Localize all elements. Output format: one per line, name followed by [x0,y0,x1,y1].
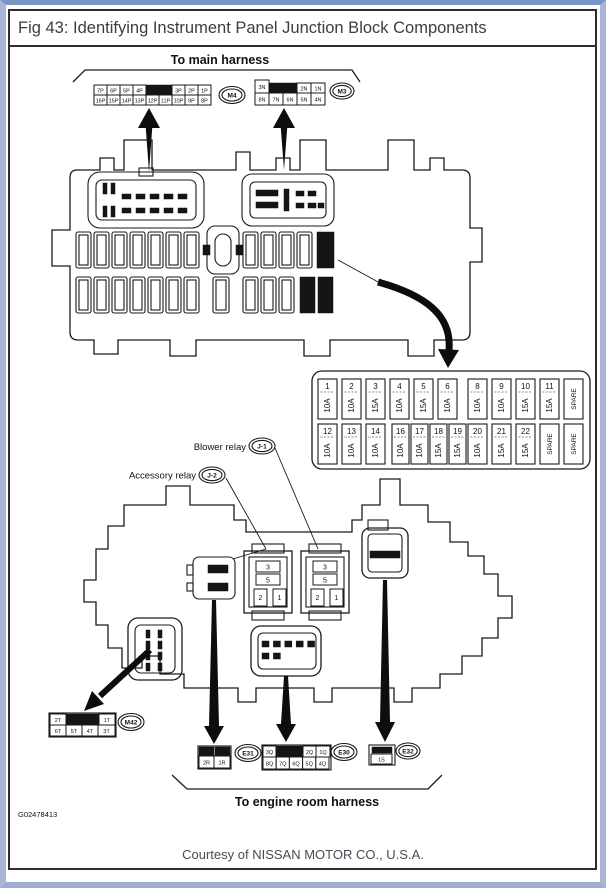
svg-text:M4: M4 [227,92,237,100]
svg-text:21: 21 [497,427,506,436]
arrow-to-e32 [375,580,395,742]
svg-text:15A: 15A [521,398,531,413]
svg-text:10A: 10A [347,443,357,458]
fuse-cell [390,379,409,419]
fuse-cell [492,424,511,464]
m42-pin: 4T [86,728,94,735]
svg-text:J-2: J-2 [207,472,217,480]
m4-pin: 16P [95,98,106,105]
svg-text:3: 3 [266,564,270,572]
e30-badge [331,744,357,761]
m42-pin: 1T [103,717,111,724]
e30-pin: 6Q [292,761,300,768]
e30-pin: 7Q [279,761,287,768]
fuse-panel-arrow [338,260,459,368]
m42-blank-pin [66,714,99,725]
m4-pin: 4P [136,88,143,95]
fuse-cell [342,424,361,464]
j1-badge [249,438,275,454]
svg-text:22: 22 [521,427,530,436]
svg-text:8: 8 [475,382,480,391]
fuse-cell [492,379,511,419]
m4-pin: 5P [123,88,130,95]
fuse-cell [342,379,361,419]
e32-badge [396,743,420,759]
svg-text:13: 13 [347,427,356,436]
svg-text:15A: 15A [371,398,381,413]
e30-pin: 5Q [305,761,313,768]
fuse-cell [414,379,433,419]
svg-text:19: 19 [453,427,462,436]
svg-text:5: 5 [266,577,270,585]
m3-pin: 8N [258,97,266,104]
m4-pin: 15P [108,98,119,105]
m4-connector [94,85,245,105]
e30-blank-pin [276,746,303,757]
fuse-cell-spare [540,424,559,464]
m3-pin: 7N [272,97,280,104]
main-harness-label: To main harness [170,53,270,67]
m4-pin: 10P [173,98,184,105]
m3-pin: 3N [258,85,266,91]
fuse-cell [318,379,337,419]
svg-text:10A: 10A [473,398,483,413]
arrow-to-e31 [204,600,224,744]
e31-pin: 2R [202,760,211,767]
svg-text:1: 1 [325,382,330,391]
blower-relay-label: Blower relay [193,442,246,453]
m3-blank-pin [269,83,297,93]
m3-pin: 1N [314,86,322,93]
svg-text:15A: 15A [521,443,531,458]
j1-leader-line [275,448,318,549]
svg-text:2: 2 [315,595,320,602]
fuse-cell [366,424,385,464]
lower-right-connector [362,520,408,578]
svg-text:20: 20 [473,427,482,436]
svg-text:2: 2 [349,382,354,391]
svg-text:1: 1 [277,595,282,602]
fuse-cell [468,424,487,464]
fuse-cell [430,424,447,464]
svg-text:J-1: J-1 [257,443,267,451]
lower-bottomleft-connector [128,618,182,680]
svg-text:17: 17 [415,427,424,436]
e30-pin: 2Q [305,749,314,756]
svg-text:18: 18 [434,427,443,436]
e30-pin: 3Q [265,749,274,756]
filled-slot [318,277,333,313]
e30-pin: 8Q [265,761,274,768]
svg-text:14: 14 [371,427,380,436]
svg-text:SPARE: SPARE [571,433,579,455]
engine-harness-bracket [172,775,442,789]
m4-pin: 3P [175,88,182,95]
upper-right-connector [242,174,334,226]
accessory-relay-connector [187,557,235,599]
svg-text:10: 10 [521,382,530,391]
fuse-cell [540,379,559,419]
upper-junction-block [52,140,482,356]
pin-dashes [122,194,187,213]
accessory-relay-label: Accessory relay [128,470,196,482]
fuse-cell [516,379,535,419]
svg-text:3: 3 [323,564,327,572]
m4-pin: 1P [201,88,208,95]
svg-text:1: 1 [334,595,339,602]
figure-code: G02478413 [18,810,58,819]
courtesy-note: Courtesy of NISSAN MOTOR CO., U.S.A. [182,847,424,862]
svg-text:12: 12 [323,427,332,436]
j2-badge [199,467,225,483]
svg-text:3: 3 [373,382,378,391]
fuse-cell [366,379,385,419]
e32-pin: 1S [378,757,385,764]
m4-pin: 14P [121,98,132,105]
svg-text:10A: 10A [473,443,483,458]
m4-pin: 2P [188,88,195,95]
e31-connector [198,745,261,770]
e30-pin: 1Q [319,749,327,756]
svg-text:15A: 15A [419,398,429,413]
svg-text:10A: 10A [347,398,357,413]
fuse-cell [411,424,428,464]
filled-slot [317,232,334,268]
svg-text:6: 6 [445,382,450,391]
m3-badge [330,83,354,99]
fuse-panel [312,371,590,469]
svg-text:15A: 15A [545,398,555,413]
lower-bottomcenter-connector [251,626,321,676]
relay-socket-blower [301,544,349,620]
e31-pin: 1R [218,760,226,767]
m42-pin: 5T [70,728,78,735]
fuse-cell [318,424,337,464]
m4-pin: 12P [147,98,158,105]
svg-text:10A: 10A [371,443,381,458]
relay-socket-accessory [244,544,292,620]
svg-text:16: 16 [396,427,405,436]
main-harness-bracket [73,70,360,82]
fuse-slot-array [76,226,334,313]
svg-text:4: 4 [397,382,402,391]
svg-text:SPARE: SPARE [547,433,555,455]
m42-connector [49,713,144,737]
m4-pin: 11P [160,98,171,105]
fuse-cell [468,379,487,419]
svg-text:E30: E30 [338,749,350,757]
svg-text:10A: 10A [396,443,406,458]
fuse-cell [392,424,409,464]
svg-text:5: 5 [421,382,426,391]
svg-text:15A: 15A [453,443,463,458]
m3-connector [255,80,354,105]
e32-connector [369,743,420,765]
m42-pin: 6T [54,728,62,735]
m42-badge [118,714,144,731]
m4-pin: 9P [188,98,195,105]
m3-pin: 4N [314,97,322,104]
svg-text:11: 11 [545,382,554,391]
svg-text:10A: 10A [323,443,333,458]
svg-text:15A: 15A [497,443,507,458]
e31-badge [235,745,261,762]
svg-text:E32: E32 [402,748,414,756]
fuse-cell-spare [564,379,583,419]
m42-pin: 3T [103,728,110,735]
svg-text:SPARE: SPARE [571,388,579,410]
m42-pin: 2T [54,717,62,724]
arrow-to-e30 [276,676,296,742]
m3-pin: 2N [300,86,308,93]
m3-pin: 6N [286,97,294,104]
svg-text:E31: E31 [242,750,254,758]
e30-connector [262,744,357,771]
m3-pin: 5N [300,97,308,104]
svg-text:10A: 10A [497,398,507,413]
m4-blank-pin [146,85,172,95]
fuse-cell [449,424,466,464]
svg-text:15A: 15A [434,443,444,458]
e30-pin: 4Q [318,761,327,768]
svg-text:M42: M42 [124,719,138,727]
fuse-cell-spare [564,424,583,464]
fuse-cell [438,379,457,419]
svg-text:5: 5 [323,577,327,585]
m4-pin: 6P [110,88,117,95]
m4-pin: 8P [201,98,208,105]
m4-pin: 13P [134,98,145,105]
svg-text:2: 2 [258,595,263,602]
svg-text:10A: 10A [415,443,425,458]
svg-text:M3: M3 [337,88,347,96]
lower-junction-block [84,479,512,702]
svg-text:10A: 10A [395,398,405,413]
svg-text:9: 9 [499,382,504,391]
center-key-unit [203,226,243,274]
upper-left-connector [88,168,204,228]
j2-leader-line [226,478,266,549]
engine-harness-label: To engine room harness [234,795,380,809]
filled-slot [300,277,315,313]
svg-text:10A: 10A [443,398,453,413]
fuse-cell [516,424,535,464]
m4-badge [219,87,245,104]
figure-title: Fig 43: Identifying Instrument Panel Junction Block Components [10,11,595,47]
svg-text:10A: 10A [323,398,333,413]
m4-pin: 7P [97,88,104,95]
